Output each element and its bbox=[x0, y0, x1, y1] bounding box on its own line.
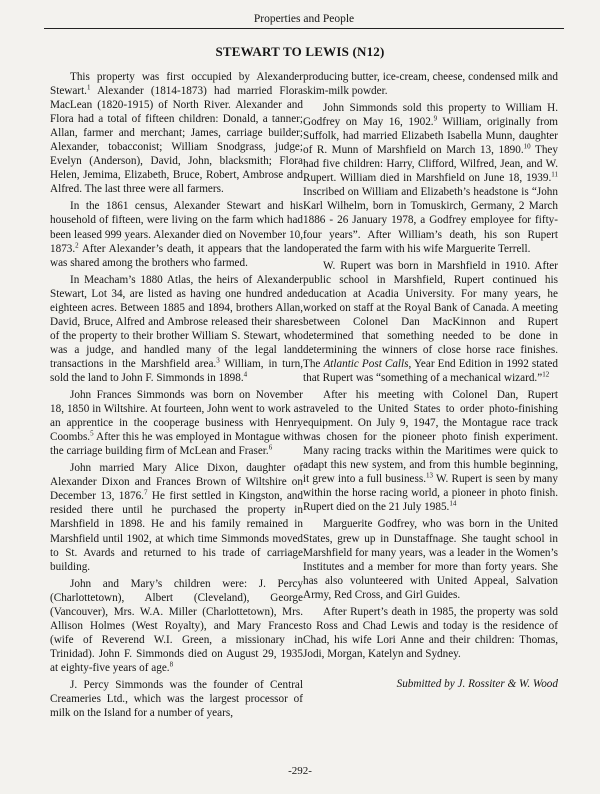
paragraph: After Rupert’s death in 1985, the property was sold to Ross and Chad Lewis and today is the residence of Chad, his wife Lori Anne and their children: Thomas, Jodi, Morgan, Katelyn and Sydney. bbox=[303, 605, 558, 660]
footnote-ref: 5 bbox=[90, 429, 94, 438]
paragraph: J. Percy Simmonds was the founder of Central Creameries Ltd., which was the largest processor of milk on the Island for a number of years, bbox=[50, 678, 303, 720]
footnote-ref: 3 bbox=[216, 356, 220, 365]
paragraph-continued: producing butter, ice-cream, cheese, condensed milk and skim-milk powder. bbox=[303, 71, 558, 98]
author-credit: Submitted by J. Rossiter & W. Wood bbox=[396, 677, 558, 690]
page-number: -292- bbox=[288, 765, 312, 777]
footnote-ref: 9 bbox=[433, 114, 438, 123]
footnote-ref: 1 bbox=[86, 83, 91, 92]
article-title: STEWART TO LEWIS (N12) bbox=[215, 44, 385, 59]
paragraph: In Meacham’s 1880 Atlas, the heirs of Alexander Stewart, Lot 34, are listed as having one hundred and eighteen acres. Between 1885 and 1894, brothers Allan, David, Bruce, Alfred and Ambrose released their shares of the property to their brother William S. Stewart, who was a judge, and handled many of the legal land transactions in the Marshfield area.$^3$ William, in turn, sold the land to John F. Simmonds in 1898.$^4$ bbox=[50, 273, 304, 384]
footnote-ref: 4 bbox=[243, 370, 248, 379]
footnote-ref: 14 bbox=[449, 499, 457, 508]
running-head: Properties and People bbox=[44, 13, 564, 29]
footnote-ref: 2 bbox=[75, 240, 79, 249]
paragraph: John and Mary’s children were: J. Percy (Charlottetown), Albert (Cleveland), George (Vancouver), Mrs. W.A. Miller (Charlottetown), Mrs. Allison Holmes (West Royalty), and Mary Frances (wife of Reverend W.I. Green, a missionary in Trinidad). John F. Simmonds died on August 29, 1935 at eighty-five years of age.$^8$ bbox=[50, 577, 303, 674]
paragraph: John Simmonds sold this property to William H. Godfrey on May 16, 1902.$^9$ William, originally from Suffolk, had married Elizabeth Isabella Munn, daughter of R. Munn of Marshfield on March 13, 1890.10 They had five children: Harry, Clifford, Wilfred, Jean, and W. Rupert. William died in Marshfield on June 18, 1939.11 Inscribed on William and Elizabeth’s headstone is “John Karl Wilhelm, born in Tomuskirch, Germany, 2 March 1886 - 26 January 1978, a Godfrey employee for fifty-four years”. After William’s death, his son Rupert operated the farm with his wife Marguerite Terrell. bbox=[303, 102, 558, 255]
paragraph: Marguerite Godfrey, who was born in the United States, grew up in Dunstaffnage. She taught school in Marshfield for many years, was a leader in the Women’s Institutes and a member for more than forty years. She has also volunteered with United Appeal, Salvation Army, Red Cross, and Girl Guides. bbox=[303, 518, 558, 601]
footnote-ref: 12 bbox=[542, 370, 550, 379]
footnote-ref: 10 bbox=[523, 142, 531, 151]
left-column bbox=[50, 70, 303, 723]
publication-title: Atlantic Post Calls bbox=[323, 357, 409, 370]
paragraph: John Frances Simmonds was born on November 18, 1850 in Wiltshire. At fourteen, John went to work as an apprentice in the cooperage business with Henry Coombs.$^5$ After this he was employed in Montague with the carriage building firm of McLean and Fraser.$^6$ bbox=[50, 389, 303, 458]
footnote-ref: 6 bbox=[268, 443, 273, 452]
paragraph: In the 1861 census, Alexander Stewart and his household of fifteen, were living on the farm which had been leased 999 years. Alexander died on November 10, 1873.$^2$ After Alexander’s death, it appears that the land was shared among the brothers who farmed. bbox=[50, 200, 303, 269]
paragraph: After his meeting with Colonel Dan, Rupert traveled to the United States to order photo-finishing equipment. On July 9, 1947, the Montague race track was chosen for the pioneer photo finish experiment. Many racing tracks within the Maritimes were quick to adapt this new system, and from this humble beginning, it grew into a full business.$^{13}$ W. Rupert is seen by many within the horse racing world, a pioneer in photo finish. Rupert died on the 21 July 1985.14 bbox=[303, 389, 558, 514]
footnote-ref: 11 bbox=[551, 170, 558, 179]
footnote-ref: 8 bbox=[169, 660, 174, 669]
paragraph: W. Rupert was born in Marshfield in 1910. After public school in Marshfield, Rupert continued his education at Acadia University. For many years, he worked on staff at the Royal Bank of Canada. A meeting between Colonel Dan MacKinnon and Rupert determined that something needed to be done in determining the winners of close horse race finishes. The Atlantic Post Calls, Year End Edition in 1992 stated that Rupert was “something of a mechanical wizard.”$^{12}$ bbox=[303, 259, 558, 384]
paragraph: This property was first occupied by Alexander Stewart.$^1$ Alexander (1814-1873) had married Flora MacLean (1820-1915) of North River. Alexander and Flora had a total of fifteen children: Donald, a tanner; Allan, farmer and merchant; James, carriage builder; Alexander, tobacconist; William Snodgrass, judge; Evelyn (Anderson), David, John, blacksmith; Flora Helen, Jemima, Elizabeth, Bruce, Robert, Ambrose and Alfred. The last three were all farmers. bbox=[50, 71, 303, 196]
paragraph: John married Mary Alice Dixon, daughter of Alexander Dixon and Frances Brown of Wiltshire on December 13, 1876.$^7$ He first settled in Kingston, and resided there until he purchased the property in Marshfield in 1898. He and his family remained in Marshfield until 1902, at which time Simmonds moved to St. Avards and returned to his trade of carriage building. bbox=[50, 462, 303, 573]
footnote-ref: 7 bbox=[143, 488, 148, 497]
right-column bbox=[303, 70, 558, 694]
footnote-ref: 13 bbox=[426, 471, 434, 480]
